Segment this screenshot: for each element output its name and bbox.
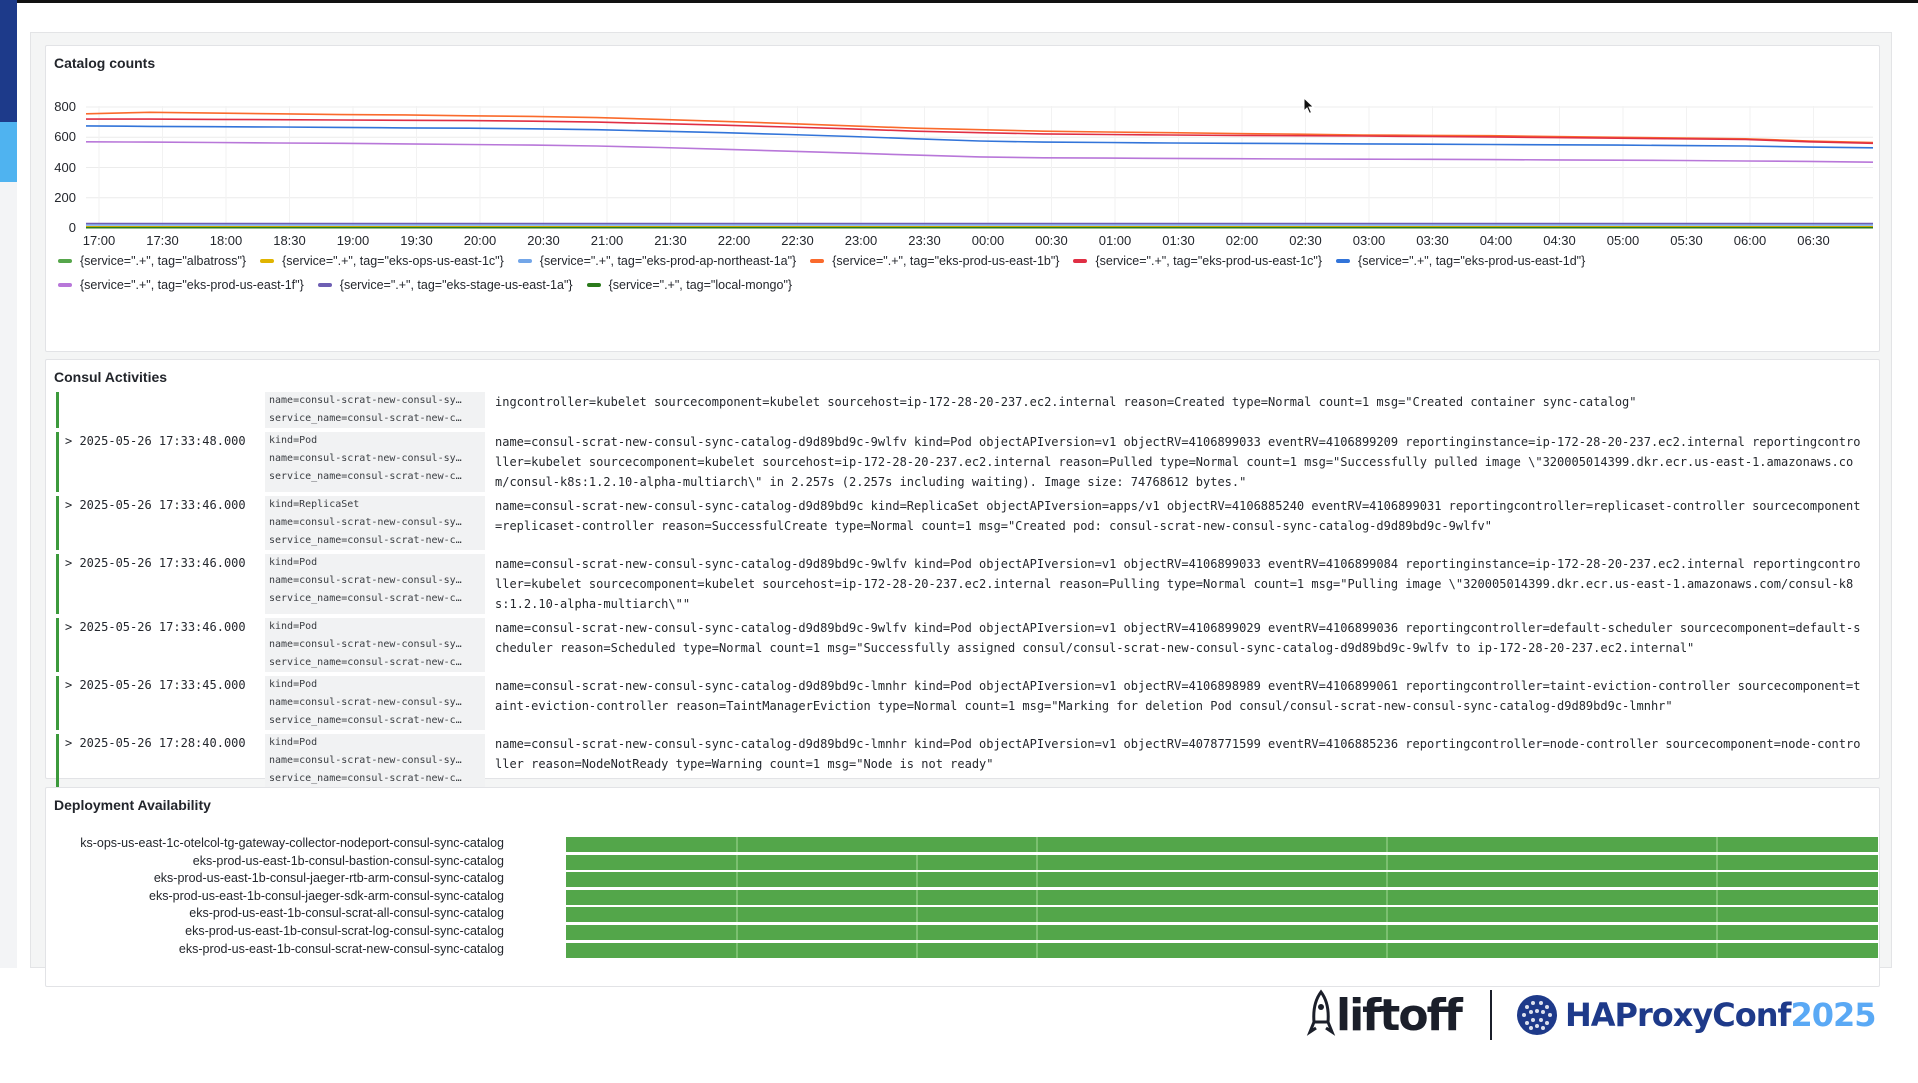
bar-segment-divider: [1036, 925, 1038, 940]
legend-swatch: [810, 259, 824, 263]
log-timestamp[interactable]: > 2025-05-26 17:33:46.000: [65, 620, 246, 634]
top-border: [0, 0, 1918, 3]
dashboard: [30, 32, 1892, 968]
log-row[interactable]: [56, 554, 1871, 614]
bar-segment-divider: [1716, 837, 1718, 852]
legend-swatch: [260, 259, 274, 263]
catalog-counts-panel[interactable]: [45, 45, 1880, 352]
x-tick-label: 17:00: [82, 233, 116, 248]
bar-segment-divider: [1386, 925, 1388, 940]
x-tick-label: 17:30: [146, 233, 179, 248]
x-tick-label: 00:00: [971, 233, 1005, 248]
bar-segment-divider: [1036, 872, 1038, 887]
log-label: service_name=consul-scrat-new-c…: [269, 657, 462, 668]
log-timestamp[interactable]: > 2025-05-26 17:28:40.000: [65, 736, 246, 750]
deployment-availability-bar[interactable]: [566, 837, 1878, 852]
x-tick-label: 19:30: [400, 233, 433, 248]
legend-swatch: [58, 259, 72, 263]
x-tick-label: 06:30: [1797, 233, 1830, 248]
deployment-label: eks-prod-us-east-1b-consul-scrat-log-consul-sync-catalog: [185, 924, 504, 938]
log-labels: [265, 618, 485, 672]
bar-segment-divider: [1716, 890, 1718, 905]
series-line: [86, 119, 1873, 143]
log-labels: [265, 432, 485, 492]
haproxyconf-logo: [1515, 985, 1876, 1045]
log-label: name=consul-scrat-new-consul-sy…: [269, 395, 462, 406]
x-tick-label: 18:00: [209, 233, 243, 248]
x-tick-label: 23:30: [908, 233, 941, 248]
legend-item[interactable]: [518, 254, 796, 268]
consul-activities-panel[interactable]: [45, 359, 1880, 784]
bar-segment-divider: [1036, 890, 1038, 905]
log-labels: [265, 676, 485, 730]
log-timestamp[interactable]: > 2025-05-26 17:33:48.000: [65, 434, 246, 448]
bar-segment-divider: [1386, 837, 1388, 852]
x-tick-label: 21:30: [654, 233, 687, 248]
x-tick-label: 21:00: [590, 233, 624, 248]
y-tick-label: 400: [54, 159, 76, 175]
x-tick-label: 22:00: [717, 233, 751, 248]
x-tick-label: 05:00: [1606, 233, 1640, 248]
legend-swatch: [58, 283, 72, 287]
deployment-label: eks-prod-us-east-1b-consul-jaeger-rtb-arm-consul-sync-catalog: [153, 871, 504, 886]
deployment-availability-bar[interactable]: [566, 943, 1878, 958]
deployment-availability-bar[interactable]: [566, 907, 1878, 922]
log-labels: [265, 496, 485, 550]
log-row[interactable]: [56, 618, 1871, 672]
log-label: service_name=consul-scrat-new-c…: [269, 535, 462, 546]
bar-segment-divider: [916, 890, 918, 905]
legend-label: {service=".+", tag="eks-prod-ap-northeast-1a"}: [539, 254, 797, 268]
log-message: name=consul-scrat-new-consul-sync-catalog-d9d89bd9c kind=ReplicaSet objectAPIversion=apps/v1 objectRV=4106885240 eventRV=4106899031 reportingcontroller=replicaset-controller sourcecomponent=replicaset-controller reason=SuccessfulCreate type=Normal count=1 msg="Created pod: consul-scrat-new-consul-sync-catalog-d9d89bd9c-9wlfv": [495, 499, 1861, 533]
log-label: name=consul-scrat-new-consul-sy…: [269, 453, 462, 464]
bar-segment-divider: [1716, 925, 1718, 940]
log-label: kind=Pod: [269, 679, 318, 690]
log-row[interactable]: [56, 496, 1871, 550]
legend-label: {service=".+", tag="eks-ops-us-east-1c"}: [282, 254, 504, 268]
x-tick-label: 18:30: [273, 233, 306, 248]
log-labels: [265, 392, 485, 428]
legend-swatch: [318, 283, 332, 287]
legend-item[interactable]: [58, 278, 304, 292]
bar-segment-divider: [736, 872, 738, 887]
x-tick-label: 01:00: [1098, 233, 1132, 248]
liftoff-wordmark: liftoff: [1336, 989, 1461, 1041]
bar-segment-divider: [736, 837, 738, 852]
log-label: name=consul-scrat-new-consul-sy…: [269, 517, 462, 528]
log-row[interactable]: [56, 432, 1871, 492]
log-message: name=consul-scrat-new-consul-sync-catalog-d9d89bd9c-lmnhr kind=Pod objectAPIversion=v1 objectRV=4078771599 eventRV=4106885236 reportingcontroller=node-controller sourcecomponent=node-controller reason=NodeNotReady type=Warning count=1 msg="Node is not ready": [495, 737, 1861, 771]
log-timestamp[interactable]: > 2025-05-26 17:33:46.000: [65, 556, 246, 570]
legend-label: {service=".+", tag="eks-prod-us-east-1f"}: [80, 278, 304, 292]
legend-label: {service=".+", tag="eks-prod-us-east-1b"}: [832, 254, 1060, 268]
log-label: kind=Pod: [269, 621, 318, 632]
bar-segment-divider: [1716, 872, 1718, 887]
haproxyconf-wordmark: HAProxyConf: [1565, 996, 1791, 1034]
log-label: name=consul-scrat-new-consul-sy…: [269, 639, 462, 650]
log-message: name=consul-scrat-new-consul-sync-catalog-d9d89bd9c-lmnhr kind=Pod objectAPIversion=v1 objectRV=4106898989 eventRV=4106899061 reportingcontroller=taint-eviction-controller sourcecomponent=taint-eviction-controller reason=TaintManagerEviction type=Normal count=1 msg="Marking for deletion Pod consul/consul-scrat-new-consul-sync-catalog-d9d89bd9c-lmnhr": [495, 679, 1861, 713]
deployment-availability-bar[interactable]: [566, 872, 1878, 887]
panel-title: Catalog counts: [54, 55, 156, 71]
bar-segment-divider: [1386, 855, 1388, 870]
log-label: service_name=consul-scrat-new-c…: [269, 773, 462, 784]
log-timestamp[interactable]: > 2025-05-26 17:33:46.000: [65, 498, 246, 512]
bar-segment-divider: [1036, 943, 1038, 958]
log-row[interactable]: [56, 392, 1871, 428]
legend-item[interactable]: [260, 254, 504, 268]
rocket-icon: [1308, 990, 1334, 1040]
log-row[interactable]: [56, 734, 1871, 788]
x-tick-label: 20:30: [527, 233, 560, 248]
log-label: kind=ReplicaSet: [269, 499, 360, 510]
liftoff-logo: [1308, 985, 1461, 1045]
log-label: name=consul-scrat-new-consul-sy…: [269, 755, 462, 766]
bar-segment-divider: [1386, 907, 1388, 922]
y-tick-label: 0: [68, 220, 76, 235]
log-list[interactable]: [56, 395, 1871, 784]
legend-item[interactable]: [810, 254, 1059, 268]
deployment-label: ks-ops-us-east-1c-otelcol-tg-gateway-collector-nodeport-consul-sync-catalog: [80, 836, 504, 850]
log-labels: [265, 734, 485, 788]
x-tick-label: 02:00: [1225, 233, 1259, 248]
log-message: name=consul-scrat-new-consul-sync-catalog-d9d89bd9c-9wlfv kind=Pod objectAPIversion=v1 objectRV=4106899033 eventRV=4106899084 reportinginstance=ip-172-28-20-237.ec2.internal reportingcontroller=kubelet sourcecomponent=kubelet sourcehost=ip-172-28-20-237.ec2.internal reason=Pulling type=Normal count=1 msg="Pulling image \"320005014399.dkr.ecr.us-east-1.amazonaws.com/consul-k8s:1.2.10-alpha-multiarch\"": [495, 557, 1861, 611]
x-tick-label: 04:30: [1543, 233, 1576, 248]
mouse-cursor-icon: [1303, 97, 1315, 115]
panel-title: Deployment Availability: [54, 797, 211, 813]
deployment-label: eks-prod-us-east-1b-consul-scrat-new-consul-sync-catalog: [178, 941, 504, 956]
deployment-availability-bar[interactable]: [566, 925, 1878, 940]
bar-segment-divider: [1716, 855, 1718, 870]
deployment-label: eks-prod-us-east-1b-consul-jaeger-sdk-arm-consul-sync-catalog: [149, 888, 504, 903]
bar-segment-divider: [736, 855, 738, 870]
y-tick-label: 600: [54, 129, 76, 145]
log-label: service_name=consul-scrat-new-c…: [269, 593, 462, 604]
y-tick-label: 800: [54, 99, 76, 114]
log-label: kind=Pod: [269, 557, 318, 568]
legend-swatch: [1336, 259, 1350, 263]
x-tick-label: 03:30: [1416, 233, 1449, 248]
log-label: service_name=consul-scrat-new-c…: [269, 715, 462, 726]
deployment-label: eks-prod-us-east-1b-consul-scrat-all-consul-sync-catalog: [189, 906, 504, 921]
log-label: kind=Pod: [269, 737, 318, 748]
bar-segment-divider: [916, 925, 918, 940]
log-message: ingcontroller=kubelet sourcecomponent=kubelet sourcehost=ip-172-28-20-237.ec2.internal reason=Created type=Normal count=1 msg="Created container sync-catalog": [495, 395, 1637, 409]
x-tick-label: 05:30: [1670, 233, 1703, 248]
legend-swatch: [1073, 259, 1087, 263]
log-label: service_name=consul-scrat-new-c…: [269, 413, 462, 424]
deployment-label: eks-prod-us-east-1b-consul-bastion-consul-sync-catalog: [192, 853, 504, 868]
bar-segment-divider: [1386, 943, 1388, 958]
left-sidebar-strip: [0, 0, 17, 968]
log-label: kind=Pod: [269, 435, 318, 446]
chart-legend-row-1: [58, 254, 1585, 268]
legend-label: {service=".+", tag="eks-prod-us-east-1d"}: [1358, 254, 1586, 268]
log-label: service_name=consul-scrat-new-c…: [269, 471, 462, 482]
haproxy-globe-icon: [1515, 993, 1559, 1037]
x-tick-label: 22:30: [781, 233, 814, 248]
log-timestamp[interactable]: [59, 392, 265, 428]
legend-swatch: [587, 283, 601, 287]
chart-legend-row-2: [58, 278, 792, 292]
log-message: name=consul-scrat-new-consul-sync-catalog-d9d89bd9c-9wlfv kind=Pod objectAPIversion=v1 objectRV=4106899033 eventRV=4106899209 reportinginstance=ip-172-28-20-237.ec2.internal reportingcontroller=kubelet sourcecomponent=kubelet sourcehost=ip-172-28-20-237.ec2.internal reason=Pulled type=Normal count=1 msg="Successfully pulled image \"320005014399.dkr.ecr.us-east-1.amazonaws.com/consul-k8s:1.2.10-alpha-multiarch\" in 2.257s (2.257s including waiting). Image size: 74768612 bytes.": [495, 435, 1861, 489]
deployment-availability-panel[interactable]: [45, 787, 1880, 987]
log-message: name=consul-scrat-new-consul-sync-catalog-d9d89bd9c-9wlfv kind=Pod objectAPIversion=v1 objectRV=4106899029 eventRV=4106899036 reportingcontroller=default-scheduler sourcecomponent=default-scheduler reason=Scheduled type=Normal count=1 msg="Successfully assigned consul/consul-scrat-new-consul-sync-catalog-d9d89bd9c-9wlfv to ip-172-28-20-237.ec2.internal": [495, 621, 1861, 655]
bar-segment-divider: [736, 907, 738, 922]
bar-segment-divider: [1036, 837, 1038, 852]
log-labels: [265, 554, 485, 614]
haproxyconf-year: 2025: [1790, 996, 1876, 1034]
legend-swatch: [518, 259, 532, 263]
legend-label: {service=".+", tag="local-mongo"}: [608, 278, 793, 292]
legend-label: {service=".+", tag="albatross"}: [80, 254, 247, 268]
legend-item[interactable]: [1073, 254, 1322, 268]
bar-segment-divider: [1386, 890, 1388, 905]
brand-divider: [1490, 990, 1492, 1040]
x-tick-label: 00:30: [1035, 233, 1068, 248]
log-label: name=consul-scrat-new-consul-sy…: [269, 575, 462, 586]
bar-segment-divider: [916, 872, 918, 887]
log-row[interactable]: [56, 676, 1871, 730]
legend-label: {service=".+", tag="eks-stage-us-east-1a"}: [339, 278, 573, 292]
log-timestamp[interactable]: > 2025-05-26 17:33:45.000: [65, 678, 246, 692]
bar-segment-divider: [736, 925, 738, 940]
bar-segment-divider: [916, 943, 918, 958]
x-tick-label: 04:00: [1479, 233, 1513, 248]
x-tick-label: 23:00: [844, 233, 878, 248]
legend-item[interactable]: [318, 278, 573, 292]
bar-segment-divider: [916, 907, 918, 922]
panel-title: Consul Activities: [54, 369, 168, 385]
bar-segment-divider: [1716, 907, 1718, 922]
bar-segment-divider: [1036, 907, 1038, 922]
legend-label: {service=".+", tag="eks-prod-us-east-1c"}: [1095, 254, 1323, 268]
bar-segment-divider: [1386, 872, 1388, 887]
x-tick-label: 03:00: [1352, 233, 1386, 248]
y-tick-label: 200: [54, 189, 76, 205]
x-tick-label: 06:00: [1733, 233, 1767, 248]
bar-segment-divider: [916, 855, 918, 870]
deployment-availability-bar[interactable]: [566, 855, 1878, 870]
bar-segment-divider: [1036, 855, 1038, 870]
log-label: name=consul-scrat-new-consul-sy…: [269, 697, 462, 708]
x-tick-label: 19:00: [336, 233, 370, 248]
bar-segment-divider: [736, 943, 738, 958]
x-tick-label: 20:00: [463, 233, 497, 248]
legend-item[interactable]: [1336, 254, 1585, 268]
x-tick-label: 02:30: [1289, 233, 1322, 248]
legend-item[interactable]: [587, 278, 792, 292]
bar-segment-divider: [736, 890, 738, 905]
bar-segment-divider: [1716, 943, 1718, 958]
legend-item[interactable]: [58, 254, 246, 268]
x-tick-label: 01:30: [1162, 233, 1195, 248]
deployment-availability-bar[interactable]: [566, 890, 1878, 905]
